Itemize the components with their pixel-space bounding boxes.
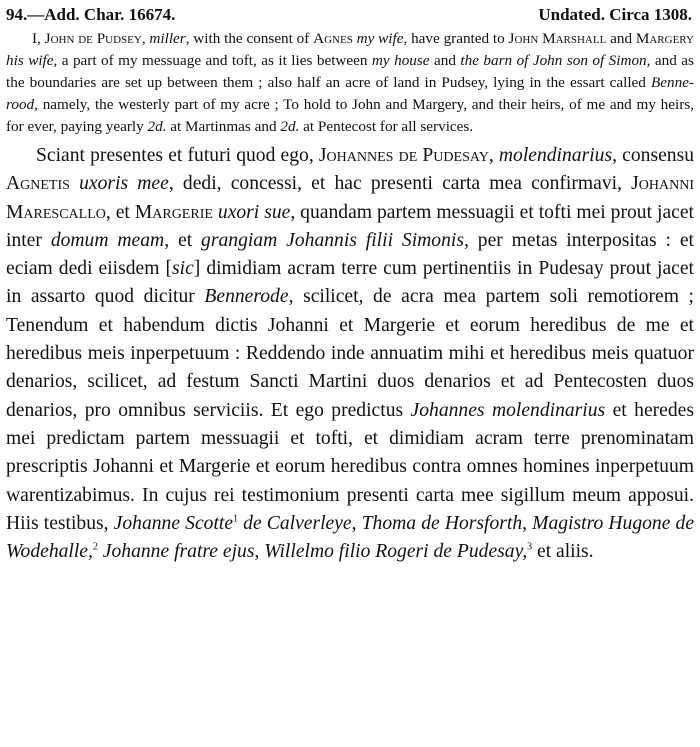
latin-charter-text xyxy=(6,142,694,566)
latin-italic: Johanne Scotte xyxy=(113,512,234,534)
latin-italic-sic: sic xyxy=(172,258,194,280)
name-john-de-pudsey: John de Pudsey xyxy=(44,30,142,47)
latin-text: ] dimidiam acram terre cum pertinentiis in Pudesay prout jacet in assarto quod dicitur xyxy=(6,258,694,308)
latin-text: , et xyxy=(164,229,202,251)
summary-text: , and as the boundaries are set up between them ; also half an acre of land in Pudsey, lying in the essart called xyxy=(6,52,694,91)
charter-heading xyxy=(6,4,694,26)
latin-italic: Johannes molendinarius xyxy=(410,399,606,421)
summary-text: and xyxy=(429,52,461,69)
latin-text xyxy=(70,173,79,194)
latin-text: et aliis. xyxy=(532,541,594,563)
summary-text: , with the consent of xyxy=(185,30,314,47)
summary-text: I, xyxy=(32,30,45,47)
name-johanni-marescallo: Johanni Marescallo xyxy=(6,173,694,223)
summary-text: , namely, the westerly part of my acre ; To hold to John and Margery, and their heirs, of me and my heirs, for ever, paying yearly xyxy=(6,96,694,135)
summary-text: , a part of my messuage and toft, as it lies between xyxy=(53,52,372,69)
latin-italic: grangiam Johannis filii Simonis xyxy=(201,229,464,251)
summary-italic: my house xyxy=(371,52,430,69)
footnote-marker-3: 3 xyxy=(527,541,533,553)
latin-text: , consensu xyxy=(612,145,694,166)
name-margerie: Margerie xyxy=(134,201,213,223)
latin-text: , per metas interpositas : et eciam dedi eiisdem [ xyxy=(6,229,694,280)
summary-text: and xyxy=(606,30,636,47)
summary-text: , xyxy=(141,30,150,47)
latin-text: , quandam partem messuagii et tofti mei prout jacet inter xyxy=(6,201,694,251)
latin-italic: Johanne fratre ejus xyxy=(102,541,255,563)
latin-italic: Bennerode xyxy=(204,286,289,308)
latin-text: , et xyxy=(105,201,135,223)
summary-italic: miller xyxy=(149,30,186,47)
summary-italic: 2d. xyxy=(280,118,300,135)
footnote-marker-2: 2 xyxy=(92,541,98,553)
footnote-marker-1: 1 xyxy=(233,513,239,525)
summary-italic: his wife xyxy=(6,52,54,69)
latin-italic: Magistro Hugone de Wodehalle, xyxy=(6,512,695,563)
summary-text: at Pentecost for all services. xyxy=(299,118,474,135)
latin-text: , scilicet, de acra mea partem soli remotiorem ; Tenendum et habendum dictis Johanni et Margerie et eorum heredibus de me et heredibus meis inperpetuum : Reddendo inde annuatim mihi et heredibus meis quatuor denarios, scilicet, ad festum Sancti Martini duos denarios et ad Pentecosten duos denarios, pro omnibus serviciis. Et ego predictus xyxy=(6,286,694,421)
latin-text: , dedi, concessi, et hac presenti carta mea confirmavi, xyxy=(168,173,632,195)
charter-reference: 94.—Add. Char. 16674. xyxy=(6,5,176,24)
latin-text: , xyxy=(488,145,499,166)
charter-date: Undated. Circa 1308. xyxy=(538,5,692,24)
latin-italic: molendinarius xyxy=(498,145,613,166)
latin-italic: domum meam xyxy=(50,229,165,251)
latin-text: Sciant presentes et futuri quod ego, xyxy=(36,145,319,166)
charter-page xyxy=(6,0,694,566)
name-john-marshall: John Marshall xyxy=(508,30,607,47)
english-summary xyxy=(6,28,694,138)
name-agnetis: Agnetis xyxy=(6,173,70,195)
summary-text: , have granted to xyxy=(403,30,509,47)
summary-italic: 2d. xyxy=(147,118,167,135)
latin-text: et heredes mei predictam partem messuagii et tofti, et dimidiam acram terre prenominatam prescriptis Johanni et Margerie et eorum heredibus contra omnes homines inperpetuum warentizabimus. In cujus rei testimonium presenti carta mee sigillum meum apposui. Hiis testibus, xyxy=(6,399,694,534)
summary-italic: Benne-rood xyxy=(6,74,694,113)
latin-italic: de Calverleye xyxy=(238,512,352,534)
latin-text: , xyxy=(522,512,533,534)
latin-italic: Thoma de Horsforth xyxy=(361,512,523,534)
summary-italic: my wife xyxy=(356,30,404,47)
summary-text: at Martinmas and xyxy=(166,118,281,135)
latin-italic: uxori sue xyxy=(217,201,291,223)
latin-text: , xyxy=(254,541,265,563)
latin-italic: Willelmo filio Rogeri de Pudesay, xyxy=(264,541,528,563)
latin-italic: uxoris mee xyxy=(79,173,169,195)
name-margery: Margery xyxy=(635,30,694,47)
latin-text: , xyxy=(351,512,362,534)
name-agnes: Agnes xyxy=(313,30,353,47)
summary-italic: the barn of John son of Simon xyxy=(460,52,647,69)
name-johannes-de-pudesay: Johannes de Pudesay xyxy=(318,145,489,166)
